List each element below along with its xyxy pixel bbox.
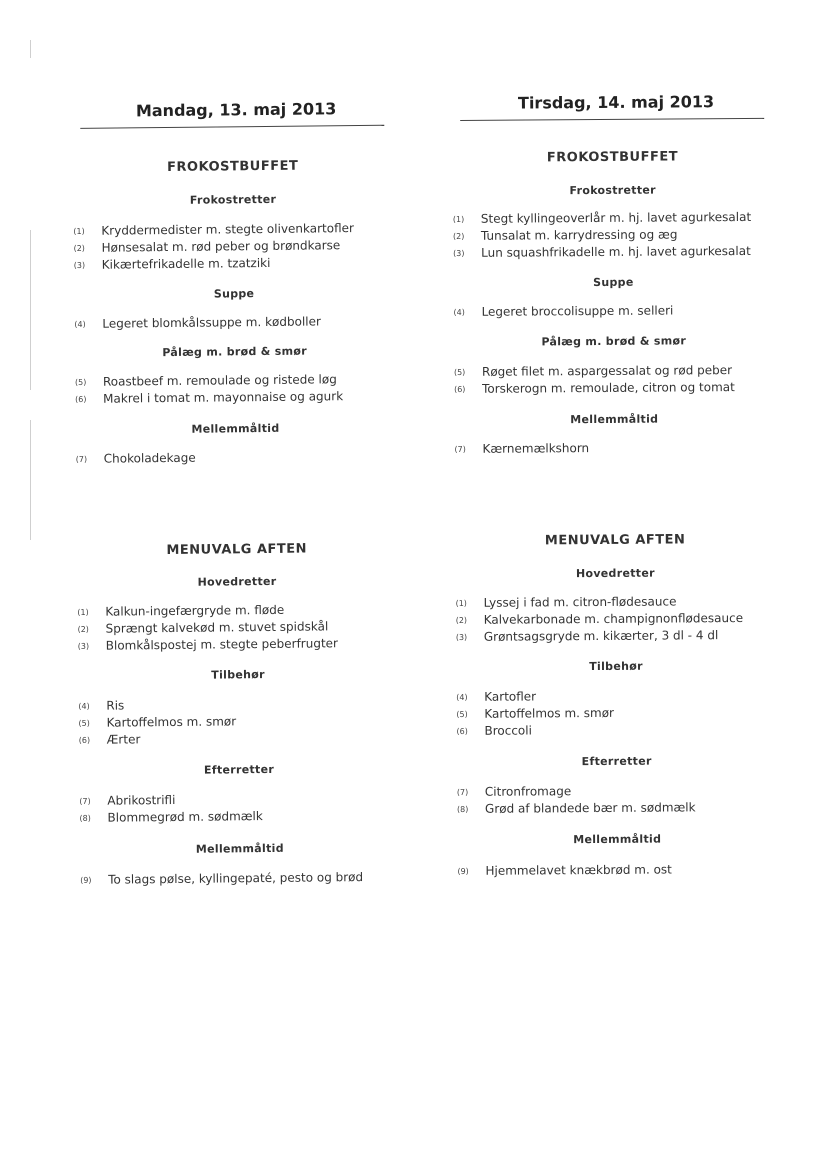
section-title: Mellemmåltid [195, 841, 284, 856]
item-text: Tunsalat m. karrydressing og æg [480, 227, 678, 243]
section-title: Frokostretter [189, 192, 277, 207]
item-list [454, 439, 774, 458]
section-title: Hovedretter [575, 566, 655, 581]
item-number: (5) [453, 367, 466, 377]
item-text: Blomkålspostej m. stegte peberfrugter [105, 636, 339, 653]
item-text: Lun squashfrikadelle m. hj. lavet agurkesalat [481, 243, 751, 260]
item-number: (1) [452, 214, 465, 224]
menu-item [453, 243, 773, 262]
dinner-menu [455, 532, 777, 880]
menu-item [79, 807, 399, 827]
lunch-title: FROKOSTBUFFET [546, 149, 679, 166]
item-number: (3) [455, 632, 468, 642]
item-text: Kikærtefrikadelle m. tzatziki [101, 255, 271, 272]
title-underline [80, 125, 384, 129]
item-text: Røget filet m. aspargessalat og rød peber [481, 363, 733, 379]
item-number: (2) [73, 243, 85, 253]
item-number: (2) [77, 624, 89, 634]
item-number: (1) [73, 226, 85, 236]
item-text: Grød af blandede bær m. sødmælk [484, 800, 696, 816]
item-number: (7) [454, 444, 466, 454]
day-column-monday [72, 97, 400, 889]
item-number: (6) [78, 735, 91, 745]
item-number: (4) [74, 319, 86, 329]
item-number: (5) [74, 377, 87, 387]
item-text: Grøntsagsgryde m. kikærter, 3 dl - 4 dl [483, 628, 719, 644]
item-list [74, 313, 394, 333]
menu-item [78, 635, 398, 655]
item-number: (3) [453, 248, 465, 258]
section-title: Suppe [593, 275, 634, 290]
section-title: Pålæg m. brød & smør [541, 334, 687, 349]
item-number: (7) [79, 796, 91, 806]
menu-item [74, 254, 394, 274]
menu-item [79, 729, 399, 749]
item-list [454, 362, 774, 398]
item-text: To slags pølse, kyllingepaté, pesto og brød [108, 869, 364, 887]
section-title: Efterretter [203, 762, 275, 777]
item-text: Sprængt kalvekød m. stuvet spidskål [105, 619, 329, 636]
item-text: Kartoffelmos m. smør [106, 714, 237, 730]
item-text: Torskerogn m. remoulade, citron og tomat [482, 380, 735, 396]
item-text: Chokoladekage [103, 450, 196, 466]
item-list [73, 220, 394, 274]
dinner-menu [77, 541, 401, 889]
menu-item [457, 861, 777, 880]
item-text: Hønsesalat m. rød peber og brøndkarse [101, 238, 341, 255]
item-text: Stegt kyllingeoverlår m. hj. lavet agurkesalat [480, 209, 752, 226]
scan-speck [30, 420, 31, 540]
item-number: (6) [454, 384, 466, 394]
menu-item [453, 302, 773, 321]
item-text: Makrel i tomat m. mayonnaise og agurk [103, 389, 344, 406]
item-list [77, 601, 398, 655]
item-number: (5) [78, 718, 90, 728]
section-title: Frokostretter [569, 183, 656, 198]
item-text: Kartofler [484, 689, 537, 704]
section-title: Efterretter [581, 754, 652, 769]
item-number: (9) [457, 866, 469, 876]
item-list [75, 371, 395, 408]
item-number: (2) [452, 231, 465, 241]
item-list [456, 593, 776, 646]
title-underline [460, 118, 764, 121]
day-column-tuesday [452, 90, 777, 880]
item-list [76, 448, 396, 468]
item-number: (4) [456, 692, 468, 702]
section-title: Tilbehør [589, 659, 643, 674]
section-title: Mellemmåltid [573, 832, 662, 847]
scan-speck [30, 230, 31, 390]
item-list [78, 695, 399, 749]
item-number: (1) [455, 598, 467, 608]
section-title: Hovedretter [197, 574, 277, 589]
menu-item [80, 869, 400, 889]
item-number: (1) [77, 607, 89, 617]
dinner-title: MENUVALG AFTEN [544, 532, 686, 549]
item-list [80, 869, 400, 889]
item-list [79, 790, 399, 827]
item-number: (2) [455, 615, 468, 625]
item-text: Kalvekarbonade m. champignonflødesauce [483, 610, 744, 627]
section-title: Tilbehør [211, 668, 265, 682]
item-list [453, 302, 773, 321]
item-number: (4) [453, 307, 465, 317]
menu-item [75, 388, 395, 408]
lunch-title: FROKOSTBUFFET [167, 158, 299, 176]
day-title: Mandag, 13. maj 2013 [135, 99, 337, 121]
item-number: (7) [456, 787, 469, 797]
menu-item [457, 799, 777, 818]
item-list [457, 782, 777, 818]
item-text: Abrikostrifli [107, 792, 176, 808]
lunch-menu [452, 149, 774, 458]
section-title: Mellemmåltid [191, 421, 280, 436]
item-text: Kartoffelmos m. smør [484, 705, 614, 721]
menu-item [76, 448, 396, 468]
lunch-menu [73, 158, 396, 468]
section-title: Mellemmåltid [570, 412, 659, 427]
menu-item [456, 721, 776, 740]
item-text: Kalkun-ingefærgryde m. fløde [105, 602, 285, 619]
item-text: Kryddermedister m. stegte olivenkartofler [101, 221, 355, 238]
item-text: Kærnemælkshorn [482, 441, 590, 456]
item-number: (6) [75, 394, 87, 404]
section-title: Pålæg m. brød & smør [162, 344, 308, 360]
item-number: (3) [73, 260, 86, 270]
item-text: Citronfromage [484, 784, 572, 799]
item-list [457, 861, 777, 880]
item-list [453, 209, 773, 262]
item-number: (4) [78, 701, 90, 711]
item-list [456, 687, 776, 740]
item-number: (7) [75, 454, 88, 464]
item-text: Ris [106, 698, 125, 713]
section-title: Suppe [213, 287, 255, 301]
item-number: (6) [456, 726, 468, 736]
item-number: (8) [79, 813, 91, 823]
item-number: (9) [80, 875, 92, 885]
scan-speck [30, 40, 31, 58]
item-text: Legeret broccolisuppe m. selleri [481, 303, 674, 319]
item-number: (3) [77, 641, 90, 651]
day-title: Tirsdag, 14. maj 2013 [517, 92, 715, 113]
menu-item [456, 627, 776, 646]
item-text: Blommegrød m. sødmælk [107, 809, 263, 825]
item-text: Hjemmelavet knækbrød m. ost [485, 862, 672, 878]
item-text: Lyssej i fad m. citron-flødesauce [483, 594, 677, 610]
item-text: Ærter [106, 732, 141, 747]
item-text: Broccoli [484, 723, 532, 738]
menu-item [74, 313, 394, 333]
menu-item [454, 439, 774, 458]
item-number: (8) [456, 804, 469, 814]
menu-item [454, 379, 774, 398]
item-text: Legeret blomkålssuppe m. kødboller [102, 314, 321, 331]
item-number: (5) [456, 709, 468, 719]
item-text: Roastbeef m. remoulade og ristede løg [102, 372, 337, 389]
dinner-title: MENUVALG AFTEN [166, 541, 308, 559]
